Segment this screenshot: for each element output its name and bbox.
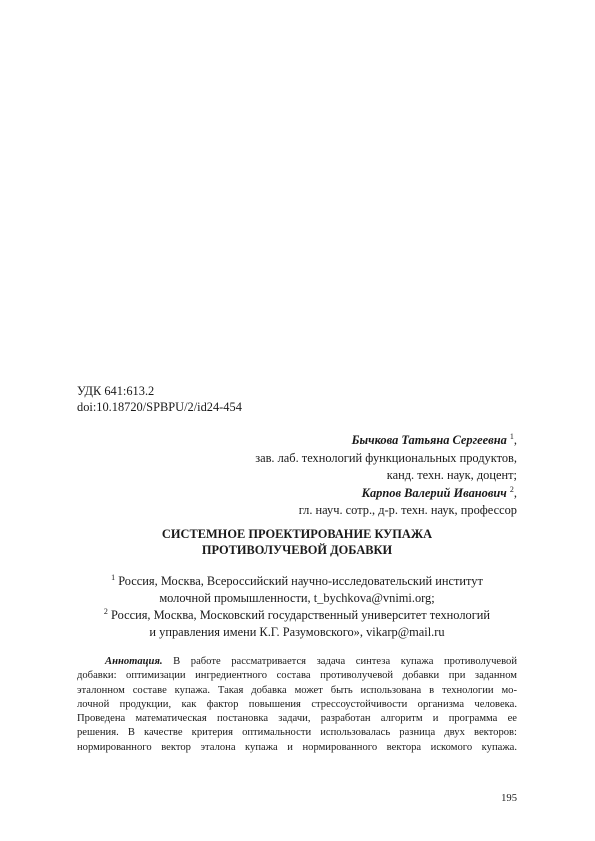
page-number: 195 — [501, 793, 517, 804]
affiliation-1-line-2: молочной промышленности, t_bychkova@vnimi.org; — [159, 591, 435, 605]
abstract-line-6: решения. В качестве критерия оптимальности использовалась разница двух векторов: — [77, 727, 517, 739]
article-meta — [77, 383, 242, 415]
affiliations — [77, 573, 517, 641]
author-1-comma: , — [513, 433, 517, 447]
author-2-heading — [97, 485, 517, 503]
author-1-degree: канд. техн. наук, доцент; — [386, 468, 517, 482]
author-2-name: Карпов Валерий Иванович — [361, 485, 507, 500]
author-2-position: гл. науч. сотр., д-р. техн. наук, профессор — [298, 503, 517, 517]
abstract-line-7: нормированного вектор эталона купажа и нормированного вектора искомого купажа. — [77, 741, 517, 753]
affiliation-2-line-2: и управления имени К.Г. Разумовского», vikarp@mail.ru — [149, 625, 445, 639]
affiliation-1-line-1 — [77, 573, 517, 590]
article-title — [77, 526, 517, 558]
affiliation-1-sup: 1 — [111, 572, 116, 582]
affiliation-1-text: Россия, Москва, Всероссийский научно-исследовательский институт — [115, 574, 483, 588]
abstract-label: Аннотация. — [105, 656, 163, 667]
author-1-name: Бычкова Татьяна Сергеевна — [351, 433, 507, 447]
affiliation-2-sup: 2 — [103, 606, 108, 616]
author-1-sup: 1 — [509, 431, 514, 441]
author-1-heading — [97, 432, 517, 450]
author-2-comma: , — [513, 485, 517, 500]
author-2-sup: 2 — [509, 484, 514, 494]
affiliation-2-line-1 — [77, 607, 517, 624]
udk-code: УДК 641:613.2 — [77, 384, 155, 398]
abstract-line-1-text: В работе рассматривается задача синтеза купажа противолучевой — [162, 656, 517, 667]
authors-block — [97, 432, 517, 520]
abstract-line-3: эталонном составе купажа. Такая добавка может быть использована в технологии мо- — [77, 684, 517, 696]
title-line-1: СИСТЕМНОЕ ПРОЕКТИРОВАНИЕ КУПАЖА — [161, 527, 433, 541]
abstract-line-2: добавки: оптимизации ингредиентного состава противолучевой добавки при заданном — [77, 670, 517, 682]
abstract-line-4: лочной продукции, как фактор повышения стрессоустойчивости организма человека. — [77, 698, 517, 710]
abstract-line-5: Проведена математическая постановка задачи, разработан алгоритм и программа ее — [77, 713, 517, 725]
title-line-2: ПРОТИВОЛУЧЕВОЙ ДОБАВКИ — [201, 543, 393, 557]
abstract — [77, 655, 517, 755]
affiliation-2-text: Россия, Москва, Московский государственный университет технологий — [107, 608, 491, 622]
doi: doi:10.18720/SPBPU/2/id24-454 — [77, 400, 242, 414]
author-1-position: зав. лаб. технологий функциональных продуктов, — [255, 450, 517, 465]
abstract-line-1 — [77, 655, 517, 669]
